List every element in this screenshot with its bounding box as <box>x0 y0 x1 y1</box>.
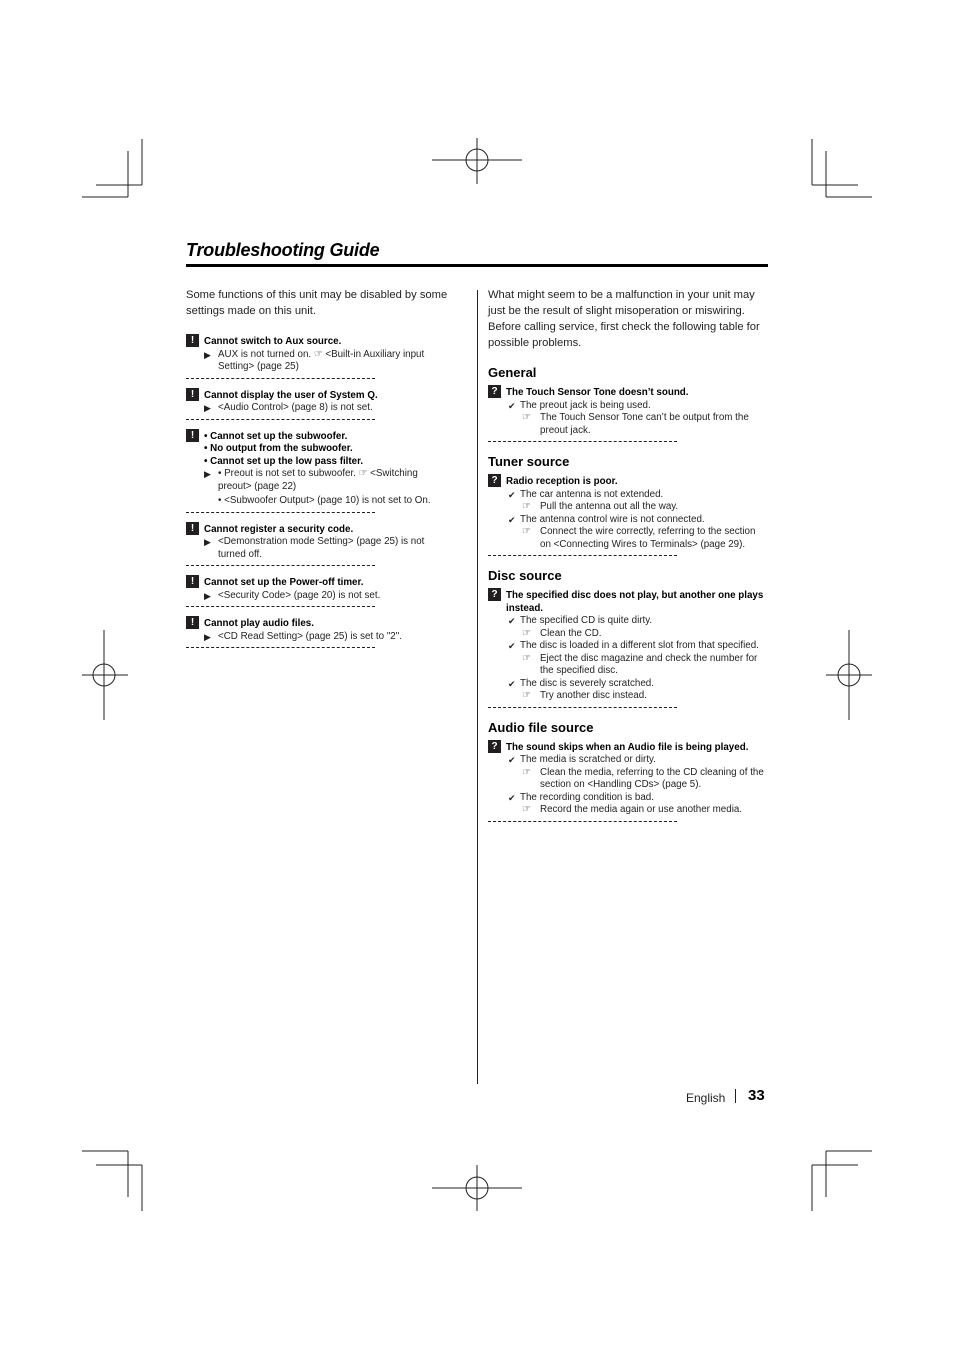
cause: • <Subwoofer Output> (page 10) is not set to On. <box>218 495 431 506</box>
pointing-hand-icon: ☞ <box>522 412 531 423</box>
pointing-hand-icon: ☞ <box>522 690 531 701</box>
pointing-hand-icon: ☞ <box>522 804 531 815</box>
cause: ▶ <Security Code> (page 20) is not set. <box>204 589 381 601</box>
pointing-hand-icon: ☞ <box>522 766 531 778</box>
remedy: ☞ Record the media again or use another media. <box>522 804 743 815</box>
exclamation-icon: ! <box>186 575 199 588</box>
symptom: • Cannot set up the subwoofer. <box>204 430 348 442</box>
left-intro: Some functions of this unit may be disabled by some settings made on this unit. <box>186 289 448 317</box>
cause: ✔ The specified CD is quite dirty. <box>508 615 653 626</box>
remedy: ☞ Clean the CD. <box>522 627 602 639</box>
remedy: ☞ The Touch Sensor Tone can’t be output from the preout jack. <box>522 412 749 436</box>
troubleshooting-entry <box>186 429 431 513</box>
cause: ✔ The antenna control wire is not connected. <box>508 513 705 525</box>
section-audio-file-source <box>488 720 770 822</box>
section-heading: General <box>488 365 537 380</box>
title-underline <box>186 264 768 267</box>
column-divider <box>477 290 478 1084</box>
cause: ▶ • Preout is not set to subwoofer. ☞ <Switching preout> (page 22) <box>204 468 418 492</box>
footer-language: English <box>686 1091 726 1105</box>
pointing-hand-icon: ☞ <box>522 526 531 537</box>
triangle-right-icon: ▶ <box>204 349 211 360</box>
right-intro: What might seem to be a malfunction in your unit may just be the result of slight misoperation or miswiring. Before calling service, first check the following table for possible problems. <box>488 289 760 349</box>
symptom: Cannot display the user of System Q. <box>204 389 378 401</box>
troubleshooting-entry <box>488 386 749 442</box>
question-icon: ? <box>488 740 501 753</box>
symptom: Cannot play audio files. <box>204 618 314 629</box>
remedy: ☞ Pull the antenna out all the way. <box>522 501 679 512</box>
troubleshooting-entry <box>488 475 756 556</box>
cause: ✔ The recording condition is bad. <box>508 791 654 803</box>
checkmark-icon: ✔ <box>508 616 516 626</box>
exclamation-icon: ! <box>186 334 199 347</box>
section-disc-source <box>488 568 770 708</box>
triangle-right-icon: ▶ <box>204 469 211 479</box>
symptom: • No output from the subwoofer. <box>204 443 353 454</box>
troubleshooting-entry <box>186 335 425 379</box>
pointing-hand-icon: ☞ <box>522 501 531 512</box>
pointing-hand-icon: ☞ <box>522 652 531 664</box>
exclamation-icon: ! <box>186 388 199 401</box>
cause: ▶ <Audio Control> (page 8) is not set. <box>204 402 373 413</box>
right-column <box>488 287 770 834</box>
question-icon: ? <box>488 385 501 398</box>
cause: ✔ The preout jack is being used. <box>508 399 651 411</box>
checkmark-icon: ✔ <box>508 755 516 765</box>
cause: ✔ The media is scratched or dirty. <box>508 754 656 765</box>
triangle-right-icon: ▶ <box>204 631 211 642</box>
checkmark-icon: ✔ <box>508 400 516 411</box>
symptom: • Cannot set up the low pass filter. <box>204 455 364 467</box>
section-tuner-source <box>488 454 770 556</box>
triangle-right-icon: ▶ <box>204 403 211 413</box>
footer-separator <box>735 1089 736 1103</box>
symptom: Radio reception is poor. <box>506 476 618 487</box>
page-title: Troubleshooting Guide <box>186 240 380 260</box>
troubleshooting-entry <box>186 576 381 607</box>
symptom: Cannot set up the Power-off timer. <box>204 577 364 588</box>
cause: ▶ <CD Read Setting> (page 25) is set to "2". <box>204 630 402 642</box>
cause: ✔ The disc is loaded in a different slot from that specified. <box>508 640 759 651</box>
page-number: 33 <box>748 1087 765 1104</box>
pointing-hand-icon: ☞ <box>522 627 531 639</box>
checkmark-icon: ✔ <box>508 792 516 803</box>
checkmark-icon: ✔ <box>508 514 516 525</box>
exclamation-icon: ! <box>186 616 199 629</box>
exclamation-icon: ! <box>186 429 199 442</box>
troubleshooting-entry <box>488 589 764 708</box>
question-icon: ? <box>488 588 501 601</box>
triangle-right-icon: ▶ <box>204 590 211 601</box>
remedy: ☞ Connect the wire correctly, referring to the section on <Connecting Wires to Terminals> (page 29). <box>522 526 756 550</box>
symptom: Cannot switch to Aux source. <box>204 336 342 347</box>
symptom: The Touch Sensor Tone doesn’t sound. <box>506 387 689 398</box>
exclamation-icon: ! <box>186 522 199 535</box>
section-heading: Tuner source <box>488 454 570 469</box>
left-column <box>186 287 456 659</box>
troubleshooting-entry <box>488 740 764 822</box>
checkmark-icon: ✔ <box>508 489 516 500</box>
section-heading: Disc source <box>488 568 562 583</box>
remedy: ☞ Eject the disc magazine and check the number for the specified disc. <box>522 652 758 676</box>
cause: ▶ <Demonstration mode Setting> (page 25) is not turned off. <box>204 536 425 560</box>
symptom: The specified disc does not play, but another one plays instead. <box>506 590 764 614</box>
remedy: ☞ Clean the media, referring to the CD cleaning of the section on <Handling CDs> (page 5). <box>522 766 764 790</box>
question-icon: ? <box>488 474 501 487</box>
checkmark-icon: ✔ <box>508 678 516 689</box>
cause: ✔ The disc is severely scratched. <box>508 677 654 689</box>
checkmark-icon: ✔ <box>508 641 516 651</box>
section-general <box>488 365 770 442</box>
troubleshooting-entry <box>186 617 402 648</box>
symptom: The sound skips when an Audio file is being played. <box>506 741 749 753</box>
symptom: Cannot register a security code. <box>204 523 354 535</box>
troubleshooting-entry <box>186 522 425 567</box>
cause: ✔ The car antenna is not extended. <box>508 488 664 500</box>
section-heading: Audio file source <box>488 719 594 735</box>
cause: ▶ AUX is not turned on. ☞ <Built-in Auxiliary input Setting> (page 25) <box>204 348 425 372</box>
remedy: ☞ Try another disc instead. <box>522 690 647 701</box>
triangle-right-icon: ▶ <box>204 537 211 547</box>
troubleshooting-entry <box>186 388 378 420</box>
